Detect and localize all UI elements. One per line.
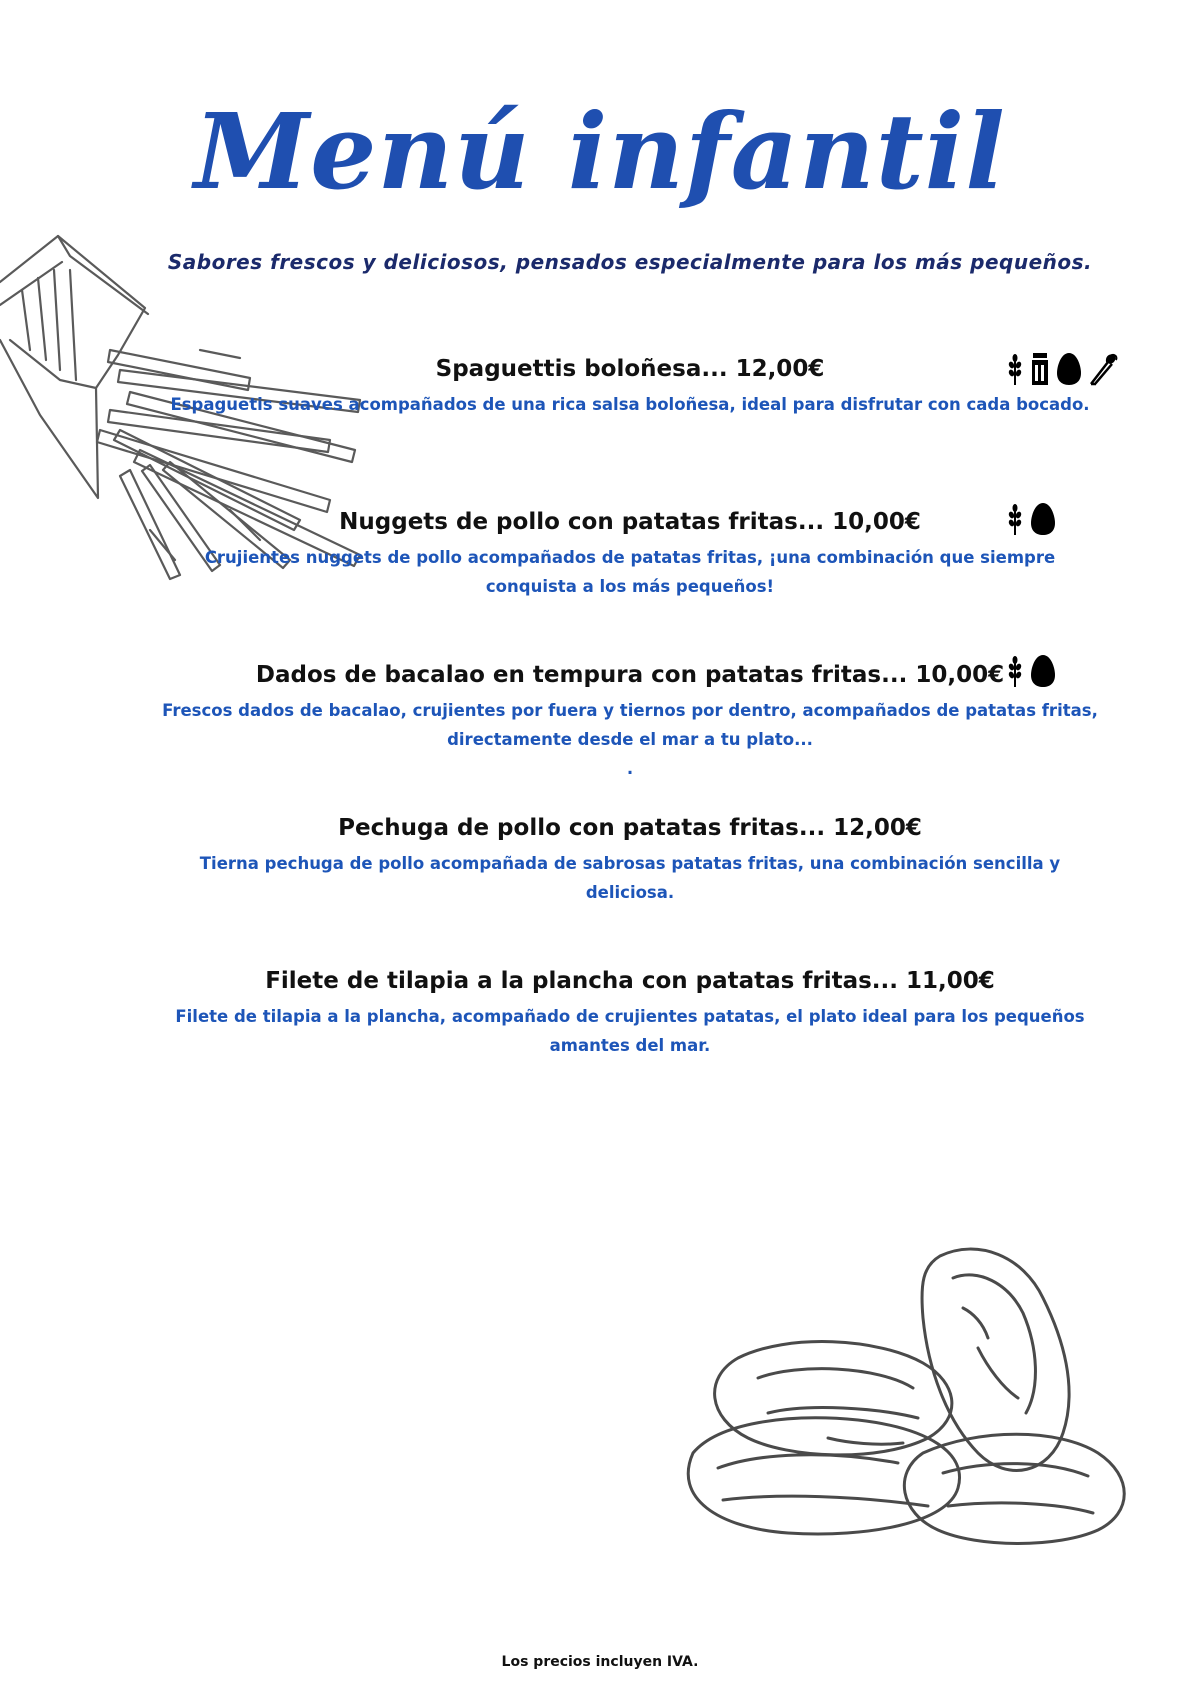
menu-title: Menú infantil: [194, 90, 1006, 213]
gluten-icon: [1006, 352, 1024, 386]
menu-item: [160, 813, 1100, 907]
item-description: Espaguetis suaves acompañados de una rica salsa boloñesa, ideal para disfrutar con cada bocado.: [170, 395, 1090, 414]
menu-item: [160, 354, 1100, 419]
allergen-icons: [1006, 352, 1118, 386]
item-name: Pechuga de pollo con patatas fritas... 12,00€: [338, 815, 922, 841]
item-name: Spaguettis boloñesa... 12,00€: [435, 356, 825, 382]
allergen-icons: [1006, 502, 1056, 536]
item-name: Nuggets de pollo con patatas fritas... 10,00€: [339, 509, 921, 535]
item-description: Tierna pechuga de pollo acompañada de sabrosas patatas fritas, una combinación sencilla y deliciosa.: [199, 854, 1061, 902]
chicken-nuggets-illustration: [678, 1238, 1138, 1548]
item-extra: .: [626, 759, 634, 778]
egg-icon: [1030, 502, 1056, 536]
menu-item: [160, 660, 1100, 783]
item-description: Filete de tilapia a la plancha, acompañado de crujientes patatas, el plato ideal para los pequeños amantes del mar.: [175, 1007, 1085, 1055]
egg-icon: [1056, 352, 1082, 386]
item-description: Crujientes nuggets de pollo acompañados de patatas fritas, ¡una combinación que siempre conquista a los más pequeños!: [204, 548, 1056, 596]
item-name: Filete de tilapia a la plancha con patatas fritas... 11,00€: [265, 968, 995, 994]
allergen-icons: [1006, 654, 1056, 688]
menu-item: [160, 507, 1100, 601]
celery-icon: [1088, 352, 1118, 386]
dairy-icon: [1030, 352, 1050, 386]
item-description: Frescos dados de bacalao, crujientes por fuera y tiernos por dentro, acompañados de patatas fritas, directamente desde el mar a tu plato...: [162, 701, 1098, 749]
menu-item: [160, 966, 1100, 1060]
footer-note: Los precios incluyen IVA.: [501, 1654, 699, 1670]
gluten-icon: [1006, 502, 1024, 536]
egg-icon: [1030, 654, 1056, 688]
item-name: Dados de bacalao en tempura con patatas fritas... 10,00€: [255, 662, 1005, 688]
gluten-icon: [1006, 654, 1024, 688]
menu-subtitle: Sabores frescos y deliciosos, pensados especialmente para los más pequeños.: [167, 250, 1093, 274]
